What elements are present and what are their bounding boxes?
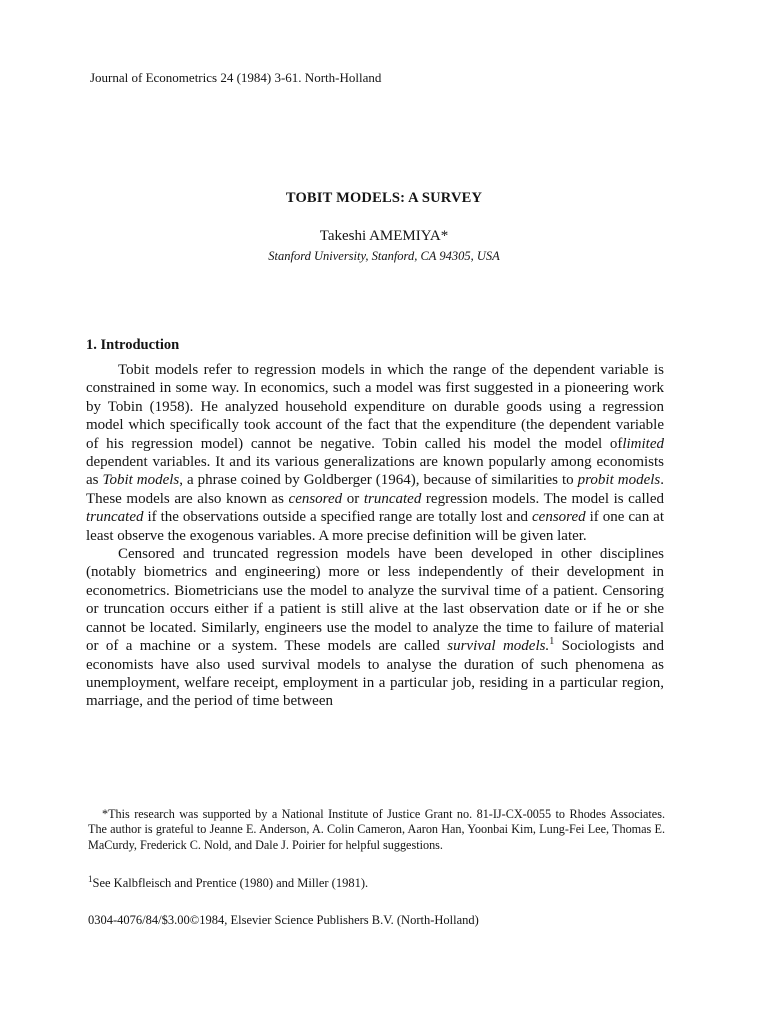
body-text bbox=[86, 361, 664, 711]
footnote-1 bbox=[88, 873, 369, 891]
emphasis: truncated bbox=[86, 509, 144, 526]
author-affiliation: Stanford University, Stanford, CA 94305, USA bbox=[268, 249, 500, 263]
footnote-text: *This research was supported by a National Institute of Justice Grant no. 81-IJ-CX-0055 to Rhodes Associates. The author is grateful to Jeanne E. Anderson, A. Colin Cameron, Aaron Han, Yoonbai Kim, Lung-Fei Lee, Thomas E. MaCurdy, Frederick C. Nold, and Dale J. Poirier for helpful suggestions. bbox=[88, 807, 665, 852]
footnote-text: See Kalbfleisch and Prentice (1980) and Miller (1981). bbox=[92, 876, 369, 890]
text-run: Sociologists and economists have also used survival models to analyse the duration of such phenomena as unemployment, welfare receipt, employment in a particular job, residing in a particular region, marriage, and the period of time between bbox=[86, 638, 664, 710]
section-heading: 1. Introduction bbox=[86, 337, 180, 353]
footnote-ref[interactable]: 1 bbox=[549, 636, 555, 648]
emphasis: probit models bbox=[577, 472, 661, 489]
emphasis: censored bbox=[532, 509, 586, 526]
text-run: Censored and truncated regression models have been developed in other disciplines (notably biometrics and engineering) more or less independently of their development in econometrics. Biometricians use the model to analyze the survival time of a patient. Censoring or truncation occurs either if a patient is still alive at the last observation date or if he or she cannot be located. Similarly, engineers use the model to analyze the time to failure of material or of a machine or a system. These models are called bbox=[86, 546, 664, 655]
text-run: regression models. The model is called bbox=[421, 490, 664, 507]
text-run: or bbox=[342, 490, 364, 507]
text-run: if the observations outside a specified range are totally lost and bbox=[143, 509, 533, 526]
emphasis: survival models. bbox=[447, 638, 550, 655]
emphasis: limited bbox=[622, 435, 664, 452]
paragraph-2 bbox=[86, 545, 664, 711]
paper-title: TOBIT MODELS: A SURVEY bbox=[285, 190, 483, 206]
emphasis: Tobit models bbox=[102, 472, 180, 489]
text-run: dependent variables. It and its various generalizations are known popularly among economists as bbox=[86, 454, 664, 489]
footnote-acknowledgement bbox=[88, 807, 665, 853]
journal-citation: Journal of Econometrics 24 (1984) 3-61. North-Holland bbox=[90, 70, 382, 85]
author-name: Takeshi AMEMIYA* bbox=[319, 228, 449, 244]
text-run: Tobit models refer to regression models in which the range of the dependent variable is constrained in some way. In economics, such a model was first suggested in a pioneering work by Tobin (1958). He analyzed household expenditure on durable goods using a regression model which specifically took account of the fact that the expenditure (the dependent variable of his regression model) cannot be negative. Tobin called his model the model of bbox=[86, 362, 664, 452]
text-run: . These models are also known as bbox=[86, 472, 664, 507]
text-run: , a phrase coined by Goldberger (1964), because of similarities to bbox=[179, 472, 578, 489]
emphasis: truncated bbox=[363, 490, 422, 507]
copyright-line: 0304-4076/84/$3.00©1984, Elsevier Science Publishers B.V. (North-Holland) bbox=[88, 913, 479, 927]
footnote-mark: 1 bbox=[88, 873, 93, 884]
paragraph-1 bbox=[86, 361, 664, 545]
text-run: if one can at least observe the exogenous variables. A more precise definition will be given later. bbox=[86, 509, 664, 544]
emphasis: censored bbox=[288, 490, 343, 507]
